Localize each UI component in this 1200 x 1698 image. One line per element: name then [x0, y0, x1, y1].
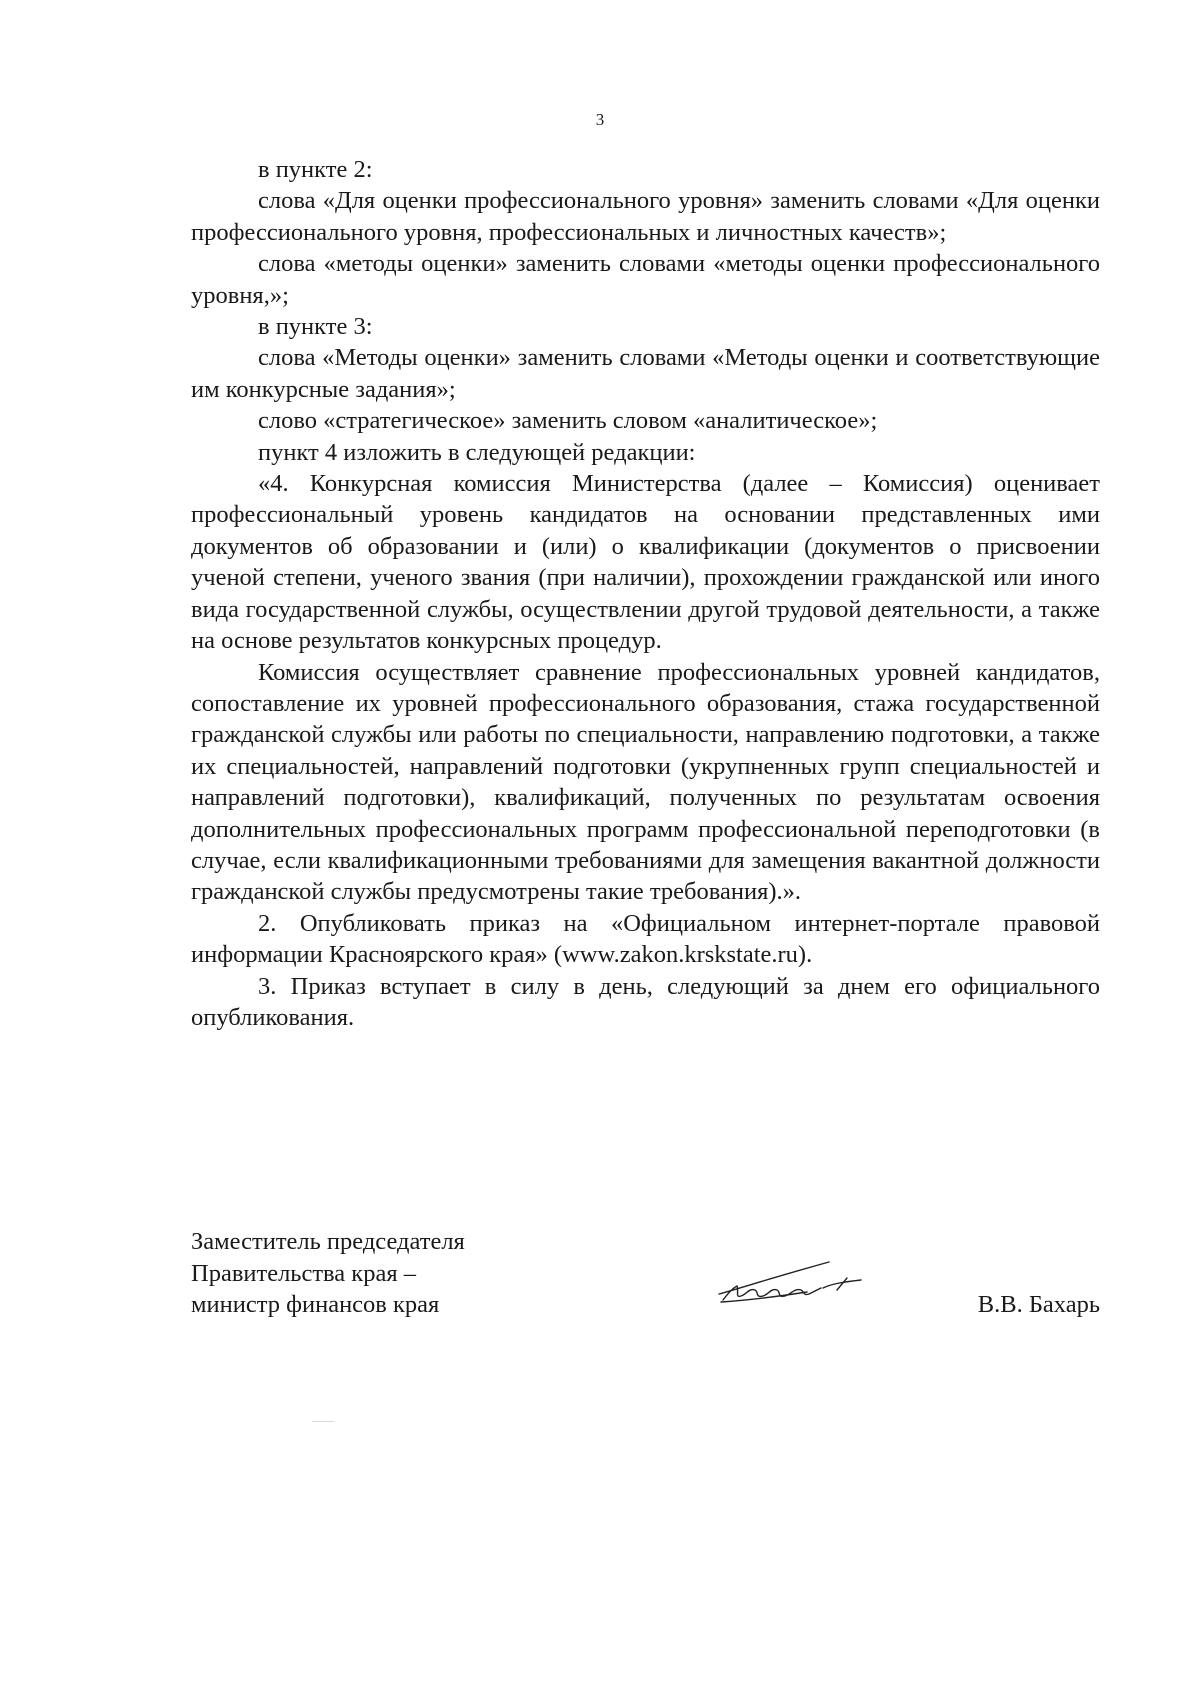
- paragraph-4: в пункте 3:: [258, 313, 373, 341]
- signatory-position: [191, 1226, 465, 1321]
- paragraph-3: слова «методы оценки» заменить словами «методы оценки профессионального уровня,»;: [191, 250, 1100, 309]
- paragraph-11: 3. Приказ вступает в силу в день, следующий за днем его официального опубликования.: [191, 972, 1100, 1031]
- paragraph-10: 2. Опубликовать приказ на «Официальном интернет-портале правовой информации Красноярского края» (www.zakon.krskstate.ru).: [191, 909, 1100, 969]
- handwritten-signature-icon: [711, 1248, 871, 1308]
- paragraph-9: Комиссия осуществляет сравнение профессиональных уровней кандидатов, сопоставление их уровней профессионального образования, стажа государственной гражданской службы или работы по специальности, направлению подготовки, а также их специальностей, направлений подготовки (укрупненных групп специальностей и направлений подготовки), квалификаций, полученных по результатам освоения дополнительных профессиональных программ профессиональной переподготовки (в случае, если квалификационными требованиями для замещения вакантной должности гражданской службы предусмотрены такие требования).».: [191, 658, 1100, 906]
- paragraph-2: слова «Для оценки профессионального уровня» заменить словами «Для оценки профессионального уровня, профессиональных и личностных качеств»;: [191, 187, 1100, 246]
- paragraph-6: слово «стратегическое» заменить словом «аналитическое»;: [258, 407, 878, 435]
- position-line-2: Правительства края –: [191, 1259, 416, 1287]
- signature-block: [191, 1226, 1100, 1336]
- signatory-name: В.В. Бахарь: [977, 1291, 1100, 1318]
- paragraph-8: «4. Конкурсная комиссия Министерства (далее – Комиссия) оценивает профессиональный уровень кандидатов на основании представленных ими документов об образовании и (или) о квалификации (документов о присвоении ученой степени, ученого звания (при наличии), прохождении гражданской или иного вида государственной службы, осуществлении другой трудовой деятельности, а также на основе результатов конкурсных процедур.: [191, 470, 1100, 655]
- document-body: [191, 154, 1100, 1033]
- page-number: 3: [595, 110, 605, 129]
- scan-artifact: [312, 1421, 334, 1422]
- position-line-1: Заместитель председателя: [191, 1228, 465, 1255]
- paragraph-7: пункт 4 изложить в следующей редакции:: [258, 438, 696, 466]
- paragraph-1: в пункте 2:: [258, 156, 373, 183]
- position-line-3: министр финансов края: [191, 1291, 440, 1318]
- paragraph-5: слова «Методы оценки» заменить словами «Методы оценки и соответствующие им конкурсные задания»;: [191, 344, 1100, 403]
